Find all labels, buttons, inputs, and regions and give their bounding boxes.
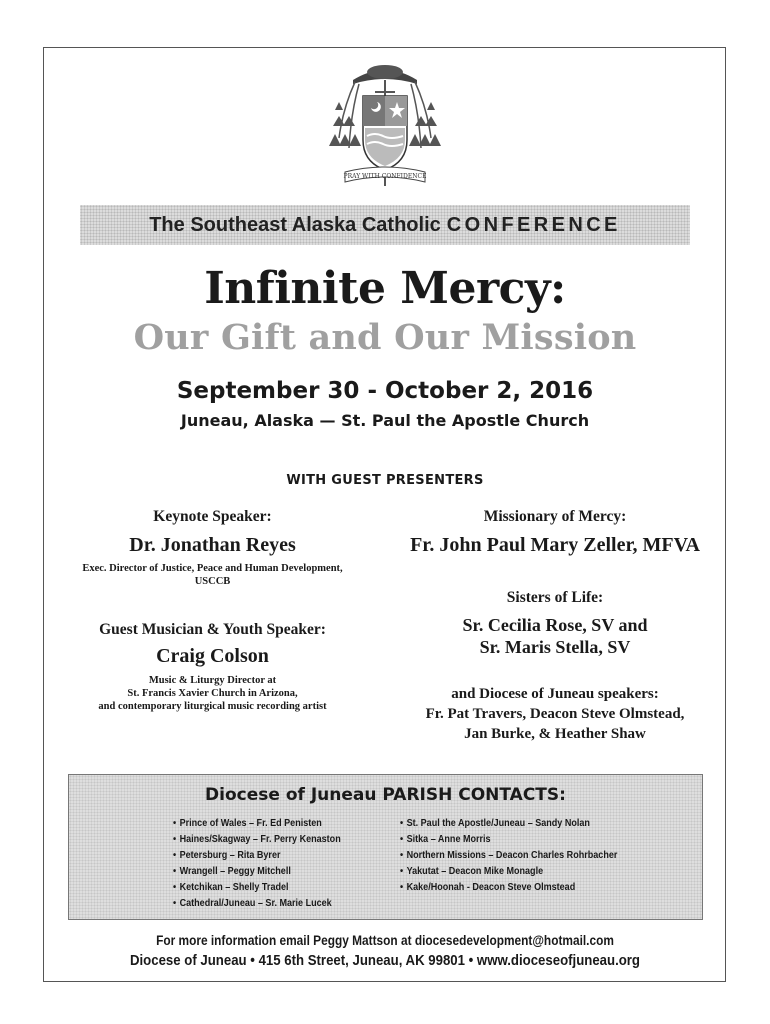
list-item: • Cathedral/Juneau – Sr. Marie Lucek	[173, 897, 332, 909]
list-item: • Sitka – Anne Morris	[400, 833, 491, 845]
list-item: • Kake/Hoonah - Deacon Steve Olmstead	[400, 881, 576, 893]
parish-contacts-left-list	[173, 815, 368, 911]
musician-role: Guest Musician & Youth Speaker:	[99, 621, 326, 638]
keynote-description	[55, 562, 370, 588]
keynote-block	[55, 508, 370, 557]
list-item: • Ketchikan – Shelly Tradel	[173, 881, 289, 893]
keynote-desc-line-2: USCCB	[194, 576, 231, 587]
banner-emphasis: CONFERENCE	[446, 213, 621, 236]
missionary-name: Fr. John Paul Mary Zeller, MFVA	[410, 534, 700, 556]
crest-motto: PRAY WITH CONFIDENCE	[343, 173, 427, 180]
parish-contacts-panel	[68, 774, 703, 920]
diocese-speakers-line-2: Jan Burke, & Heather Shaw	[464, 726, 646, 742]
musician-desc-line-2: St. Francis Xavier Church in Arizona,	[127, 688, 298, 699]
musician-block	[55, 621, 370, 713]
page-subtitle: Our Gift and Our Mission	[133, 317, 637, 358]
parish-contacts-title: Diocese of Juneau PARISH CONTACTS:	[205, 785, 566, 805]
keynote-role: Keynote Speaker:	[153, 508, 272, 525]
coat-of-arms-icon	[325, 58, 445, 198]
musician-desc-line-1: Music & Liturgy Director at	[148, 675, 277, 686]
event-location: Juneau, Alaska — St. Paul the Apostle Church	[180, 411, 590, 430]
diocese-speakers-line-1: Fr. Pat Travers, Deacon Steve Olmstead,	[425, 706, 685, 722]
musician-name: Craig Colson	[156, 645, 269, 667]
parish-contacts-right-list	[400, 815, 653, 895]
musician-desc-line-3: and contemporary liturgical music recording artist	[98, 701, 327, 712]
list-item: • Yakutat – Deacon Mike Monagle	[400, 865, 544, 877]
keynote-desc-line-1: Exec. Director of Justice, Peace and Human Development,	[82, 563, 343, 574]
missionary-role: Missionary of Mercy:	[483, 508, 627, 525]
sisters-block	[395, 589, 715, 658]
sisters-name-line-2: Sr. Maris Stella, SV	[479, 637, 631, 657]
diocese-speakers-heading: and Diocese of Juneau speakers:	[451, 686, 659, 702]
sisters-role: Sisters of Life:	[506, 589, 604, 606]
conference-banner	[80, 205, 690, 245]
list-item: • Prince of Wales – Fr. Ed Penisten	[173, 817, 322, 829]
contact-email-line: For more information email Peggy Mattson at diocesedevelopment@hotmail.com	[156, 933, 614, 948]
list-item: • Wrangell – Peggy Mitchell	[173, 865, 291, 877]
event-dates: September 30 - October 2, 2016	[176, 378, 594, 404]
list-item: • Petersburg – Rita Byrer	[173, 849, 281, 861]
guest-presenters-heading: WITH GUEST PRESENTERS	[286, 473, 484, 488]
list-item: • Northern Missions – Deacon Charles Rohrbacher	[400, 849, 618, 861]
list-item: • St. Paul the Apostle/Juneau – Sandy Nolan	[400, 817, 590, 829]
missionary-block	[395, 508, 715, 557]
list-item: • Haines/Skagway – Fr. Perry Kenaston	[173, 833, 341, 845]
diocese-speakers-block	[395, 684, 715, 744]
keynote-name: Dr. Jonathan Reyes	[129, 534, 296, 556]
banner-prefix: The Southeast Alaska Catholic	[149, 213, 441, 236]
page-title: Infinite Mercy:	[204, 263, 566, 314]
diocese-address-line: Diocese of Juneau • 415 6th Street, Juneau, AK 99801 • www.dioceseofjuneau.org	[129, 952, 641, 969]
sisters-name-line-1: Sr. Cecilia Rose, SV and	[462, 615, 648, 635]
